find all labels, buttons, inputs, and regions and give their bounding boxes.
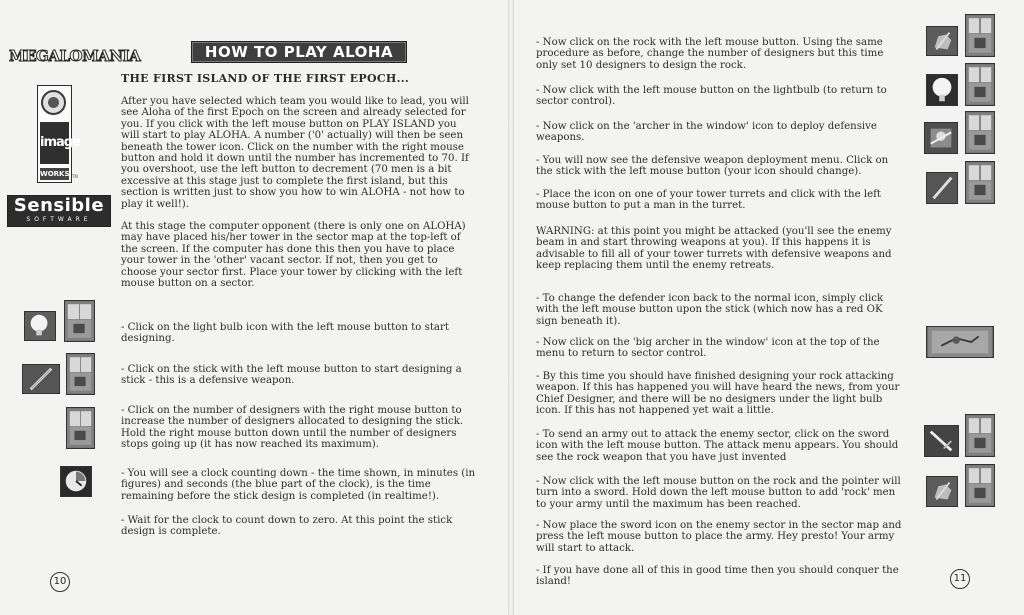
megalomania-logo xyxy=(8,44,141,66)
designer-icon xyxy=(66,353,95,395)
clock-icon xyxy=(60,466,92,497)
lightbulb-icon xyxy=(926,74,958,106)
right-page xyxy=(514,0,1024,615)
section-subheading: THE FIRST ISLAND OF THE FIRST EPOCH... xyxy=(121,72,409,85)
megalomania-logo-text: MEGALOMANIA xyxy=(9,47,141,65)
step-place-turret: - Place the icon on one of your tower turrets and click with the left mouse button to put a man in the turret. xyxy=(536,189,882,212)
intro-paragraph: After you have selected which team you would like to lead, you will see Aloha of the first Epoch on the screen and already selected for you. If you click with the left mouse button on PLAY ISLAND you will start to play ALOHA. A number ('0' actually) will then be seen beneath the tower icon. Click on the number with the right mouse button and hold it down until the number has incremented to 70. If you overshoot, use the left button to decrement (70 men is a bit excessive at this stage just to complete the first island, but this section is written just to show you how to win ALOHA - not how to play it well!). xyxy=(121,96,469,210)
big-archer-window-icon xyxy=(926,326,994,358)
sword-icon xyxy=(924,425,959,457)
step-rock: - Now click on the rock with the left mouse button. Using the same procedure as before, change the number of designers but this time only set 10 designers to design the rock. xyxy=(536,37,884,71)
stick-icon xyxy=(22,364,60,394)
step-place-army: - Now place the sword icon on the enemy sector in the sector map and press the left mouse button to place the army. Hey presto! Your army will start to attack. xyxy=(536,520,902,554)
step-return-lightbulb: - Now click with the left mouse button on the lightbulb (to return to sector control). xyxy=(536,85,887,108)
step-designers: - Click on the number of designers with the right mouse button to increase the number of designers allocated to designing the stick. Hold the right mouse button down until the number of designers stops going up (it has now reached its maximum). xyxy=(121,405,464,451)
designer-icon xyxy=(965,464,995,507)
designer-icon xyxy=(965,111,995,154)
step-stick: - Click on the stick with the left mouse button to start designing a stick - this is a defensive weapon. xyxy=(121,364,462,387)
step-change-defender: - To change the defender icon back to the normal icon, simply click with the left mouse button upon the stick (which now has a red OK sign beneath it). xyxy=(536,293,884,327)
designer-icon xyxy=(965,63,995,106)
lightbulb-icon xyxy=(24,311,56,341)
rock-icon xyxy=(926,476,958,507)
page-number: 10 xyxy=(50,572,70,592)
designer-icon xyxy=(66,407,95,449)
image-works-emblem xyxy=(41,90,66,115)
image-works-trademark: TM xyxy=(72,174,78,179)
image-works-logo-foot: WORKS xyxy=(40,170,70,178)
left-page xyxy=(0,0,508,615)
sensible-logo-subtitle: SOFTWARE xyxy=(26,216,92,223)
page-heading: HOW TO PLAY ALOHA xyxy=(191,41,407,63)
sensible-software-logo xyxy=(7,195,111,227)
step-send-army: - To send an army out to attack the enemy sector, click on the sword icon with the left mouse button. The attack menu appears. You should see the rock weapon that you have just invented xyxy=(536,429,899,463)
page-number: 11 xyxy=(950,569,970,589)
rock-icon xyxy=(926,26,958,56)
designer-icon xyxy=(64,300,95,342)
designer-icon xyxy=(965,414,995,457)
sensible-logo-title: Sensible xyxy=(13,195,105,216)
step-archer-window: - Now click on the 'archer in the window' icon to deploy defensive weapons. xyxy=(536,121,877,144)
warning-paragraph: WARNING: at this point you might be attacked (you'll see the enemy beam in and start throwing weapons at you). If this happens it is advisable to fill all of your tower turrets with defensive weapons and keep replacing them until the enemy retreats. xyxy=(536,226,892,272)
step-clock: - You will see a clock counting down - the time shown, in minutes (in figures) and seconds (the blue part of the clock), is the time remaining before the stick design is completed (in realtime!). xyxy=(121,468,476,502)
image-works-logo-band: image xyxy=(40,122,69,164)
step-lightbulb: - Click on the light bulb icon with the left mouse button to start designing. xyxy=(121,322,449,345)
step-wait: - Wait for the clock to count down to zero. At this point the stick design is complete. xyxy=(121,515,453,538)
step-add-men: - Now click with the left mouse button on the rock and the pointer will turn into a sword. Hold down the left mouse button to add 'rock' men to your army until the maximum has been reached. xyxy=(536,476,901,510)
archer-window-icon xyxy=(924,122,958,154)
step-finish-design: - By this time you should have finished designing your rock attacking weapon. If this has happened you will have heard the news, from your Chief Designer, and there will be no designers under the light bulb icon. If this has not happened yet wait a little. xyxy=(536,371,900,417)
designer-icon xyxy=(965,161,995,204)
designer-icon xyxy=(965,14,995,57)
stick-icon xyxy=(926,172,958,204)
step-deploy-menu: - You will now see the defensive weapon deployment menu. Click on the stick with the left mouse button (your icon should change). xyxy=(536,155,889,178)
step-big-archer: - Now click on the 'big archer in the window' icon at the top of the menu to return to sector control. xyxy=(536,337,880,360)
step-conquer: - If you have done all of this in good time then you should conquer the island! xyxy=(536,565,899,588)
intro-paragraph: At this stage the computer opponent (there is only one on ALOHA) may have placed his/her tower in the sector map at the top-left of the screen. If the computer has done this then you have to place your tower in the 'other' vacant sector. If not, then you get to choose your sector first. Place your tower by clicking with the left mouse button on a sector. xyxy=(121,221,466,290)
